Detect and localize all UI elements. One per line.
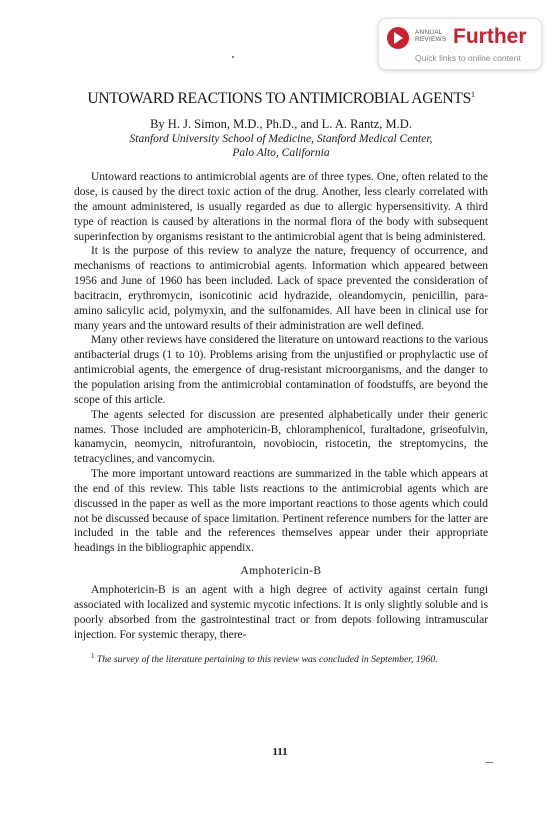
footnote-text: The survey of the literature pertaining to this review was concluded in September, 1960. <box>96 653 438 665</box>
section-heading-amphotericin: Amphotericin-B <box>240 565 322 578</box>
article-title-text: UNTOWARD REACTIONS TO ANTIMICROBIAL AGENTS <box>87 90 471 108</box>
affiliation-line-2: Palo Alto, California <box>232 147 330 160</box>
further-links-banner[interactable] <box>378 18 542 70</box>
further-subtitle: Quick links to online content <box>415 53 521 63</box>
paragraph-agents-selected: The agents selected for discussion are presented alphabetically under their generic names. Those included are amphotericin-B, chloramphenicol, furaltadone, griseofulvin, kanamycin, neomycin, nitrofurantoin, novobiocin, ristocetin, the streptomycins, the tetracyclines, and vancomycin. <box>74 408 488 466</box>
further-title: Further <box>453 25 527 48</box>
paragraph-purpose: It is the purpose of this review to analyze the nature, frequency of occurrence, and mechanisms of reactions to antimicrobial agents. Information which appeared between 1956 and June of 1960 has been included. Lack of space prevented the consideration of bacitracin, erythromycin, isonicotinic acid hydrazide, oleandomycin, penicillin, para-amino salicylic acid, polymyxin, and the sulfonamides. All have been in clinical use for many years and the untoward results of their administration are well defined. <box>74 245 488 332</box>
footnote-marker: 1 <box>91 651 95 660</box>
affiliation-line-1: Stanford University School of Medicine, Stanford Medical Center, <box>129 133 433 146</box>
page-edge-mark <box>486 762 493 763</box>
paragraph-amphotericin: Amphotericin-B is an agent with a high degree of activity against certain fungi associated with localized and systemic mycotic infections. It is only slightly soluble and is poorly absorbed from the gastrointestinal tract or from depots following intramuscular injection. For systemic therapy, there- <box>74 584 488 641</box>
article-title <box>74 86 488 108</box>
publisher-line-reviews: REVIEWS <box>415 36 447 43</box>
annual-reviews-play-icon <box>387 27 409 49</box>
paragraph-summary-table: The more important untoward reactions are summarized in the table which appears at the end of this review. This table lists reactions to the antimicrobial agents which are discussed in the paper as well as the more important reactions to those agents which could not be discussed because of space limitation. Pertinent reference numbers for the latter are included in the table and the references themselves appear under their appropriate headings in the bibliographic appendix. <box>74 468 488 555</box>
paragraph-other-reviews: Many other reviews have considered the literature on untoward reactions to the various antibacterial drugs (1 to 10). Problems arising from the unjustified or prophylactic use of antimicrobial agents, the emergence of drug-resistant microorganisms, and the danger to the population arising from the antimicrobial contamination of foodstuffs, are beyond the scope of this article. <box>74 334 488 406</box>
page-number: 111 <box>272 746 288 758</box>
publisher-label <box>415 29 446 43</box>
article-body <box>74 86 488 666</box>
authors-line: By H. J. Simon, M.D., Ph.D., and L. A. Rantz, M.D. <box>150 117 412 132</box>
page-speck <box>232 56 234 58</box>
title-footnote-marker[interactable]: 1 <box>470 90 475 99</box>
publisher-line-annual: ANNUAL <box>415 29 443 36</box>
footnote <box>74 650 488 667</box>
paragraph-intro: Untoward reactions to antimicrobial agents are of three types. One, often related to the dose, is caused by the direct toxic action of the drug. Another, less clearly correlated with the amount administered, is usually regarded as due to allergic hypersensitivity. A third type of reaction is caused by alterations in the normal flora of the body with subsequent superinfection by organisms resistant to the antimicrobial agent that is being administered. <box>74 171 488 243</box>
